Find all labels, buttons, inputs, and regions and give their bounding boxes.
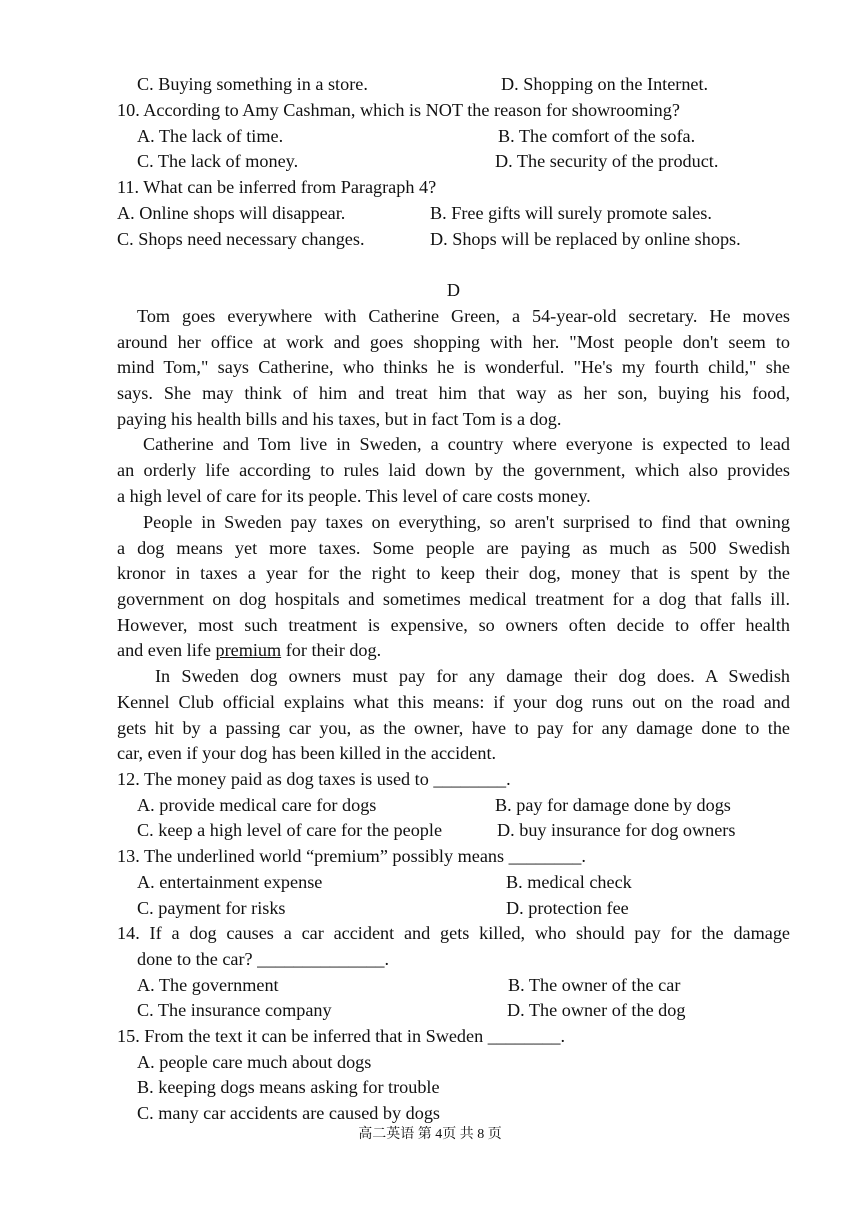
q14-option-b: B. The owner of the car (508, 975, 681, 995)
passage-line: an orderly life according to rules laid down by the government, which also provides (117, 460, 790, 480)
q12-stem: 12. The money paid as dog taxes is used to ________. (117, 769, 511, 789)
q10-option-c: C. The lack of money. (137, 151, 299, 171)
passage-line: kronor in taxes a year for the right to keep their dog, money that is spent by the (117, 563, 790, 583)
passage-line: gets hit by a passing car you, as the owner, have to pay for any damage done to the (117, 718, 790, 738)
q11-row-cd (117, 228, 790, 250)
passage-line: mind Tom," says Catherine, who thinks he is wonderful. "He's my fourth child," she (117, 357, 790, 377)
q9-option-c: C. Buying something in a store. (137, 74, 368, 94)
q14-option-d: D. The owner of the dog (507, 1000, 686, 1020)
q13-option-a: A. entertainment expense (137, 872, 323, 892)
passage-line: says. She may think of him and treat him that way as her son, buying his food, (117, 383, 790, 403)
passage-line-premium (117, 639, 790, 661)
q15-option-b: B. keeping dogs means asking for trouble (137, 1077, 440, 1097)
q12-option-d: D. buy insurance for dog owners (497, 820, 736, 840)
q10-option-a: A. The lack of time. (137, 126, 284, 146)
q12-row-cd (137, 819, 790, 841)
q11-option-b: B. Free gifts will surely promote sales. (430, 203, 712, 223)
passage-line: However, most such treatment is expensive, so owners often decide to offer health (117, 615, 790, 635)
q10-row-ab (137, 125, 790, 147)
q11-option-a: A. Online shops will disappear. (117, 203, 346, 223)
q14-stem: 14. If a dog causes a car accident and gets killed, who should pay for the damage (117, 923, 790, 943)
passage-line: Tom goes everywhere with Catherine Green, a 54-year-old secretary. He moves (137, 306, 790, 326)
q12-option-b: B. pay for damage done by dogs (495, 795, 731, 815)
q9-row-cd (137, 73, 790, 95)
q14-row-cd (137, 999, 790, 1021)
q13-row-ab (137, 871, 790, 893)
q10-row-cd (137, 150, 790, 172)
q13-option-c: C. payment for risks (137, 898, 286, 918)
passage-line: Kennel Club official explains what this means: if your dog runs out on the road and (117, 692, 790, 712)
passage-line: around her office at work and goes shopping with her. "Most people don't seem to (117, 332, 790, 352)
q13-option-d: D. protection fee (506, 898, 629, 918)
q14-row-ab (137, 974, 790, 996)
passage-line: Catherine and Tom live in Sweden, a country where everyone is expected to lead (143, 434, 790, 454)
q11-option-d: D. Shops will be replaced by online shops. (430, 229, 741, 249)
passage-line: People in Sweden pay taxes on everything, so aren't surprised to find that owning (143, 512, 790, 532)
q11-row-ab (117, 202, 790, 224)
passage-line: car, even if your dog has been killed in the accident. (117, 743, 497, 763)
q12-option-a: A. provide medical care for dogs (137, 795, 377, 815)
q12-option-c: C. keep a high level of care for the people (137, 820, 443, 840)
q14-stem-continued: done to the car? ______________. (137, 949, 390, 969)
passage-text: for their dog. (281, 640, 382, 660)
q11-stem: 11. What can be inferred from Paragraph 4? (117, 177, 437, 197)
page-footer: 高二英语 第 4页 共 8 页 (358, 1127, 502, 1142)
q13-option-b: B. medical check (506, 872, 632, 892)
passage-line: government on dog hospitals and sometimes medical treatment for a dog that falls ill. (117, 589, 790, 609)
passage-line: paying his health bills and his taxes, but in fact Tom is a dog. (117, 409, 562, 429)
q14-option-a: A. The government (137, 975, 279, 995)
section-d-title: D (446, 280, 461, 300)
passage-line: a dog means yet more taxes. Some people are paying as much as 500 Swedish (117, 538, 790, 558)
q13-row-cd (137, 897, 790, 919)
q13-stem: 13. The underlined world “premium” possibly means ________. (117, 846, 586, 866)
q10-option-b: B. The comfort of the sofa. (498, 126, 696, 146)
q11-option-c: C. Shops need necessary changes. (117, 229, 365, 249)
passage-text: and even life (117, 640, 216, 660)
q15-option-a: A. people care much about dogs (137, 1052, 372, 1072)
q15-stem: 15. From the text it can be inferred that in Sweden ________. (117, 1026, 566, 1046)
underlined-word-premium: premium (215, 640, 282, 660)
passage-line: a high level of care for its people. This level of care costs money. (117, 486, 591, 506)
q14-option-c: C. The insurance company (137, 1000, 332, 1020)
q15-option-c: C. many car accidents are caused by dogs (137, 1103, 441, 1123)
q10-option-d: D. The security of the product. (495, 151, 719, 171)
q10-stem: 10. According to Amy Cashman, which is NOT the reason for showrooming? (117, 100, 680, 120)
q12-row-ab (137, 794, 790, 816)
passage-line: In Sweden dog owners must pay for any damage their dog does. A Swedish (155, 666, 790, 686)
q9-option-d: D. Shopping on the Internet. (501, 74, 709, 94)
